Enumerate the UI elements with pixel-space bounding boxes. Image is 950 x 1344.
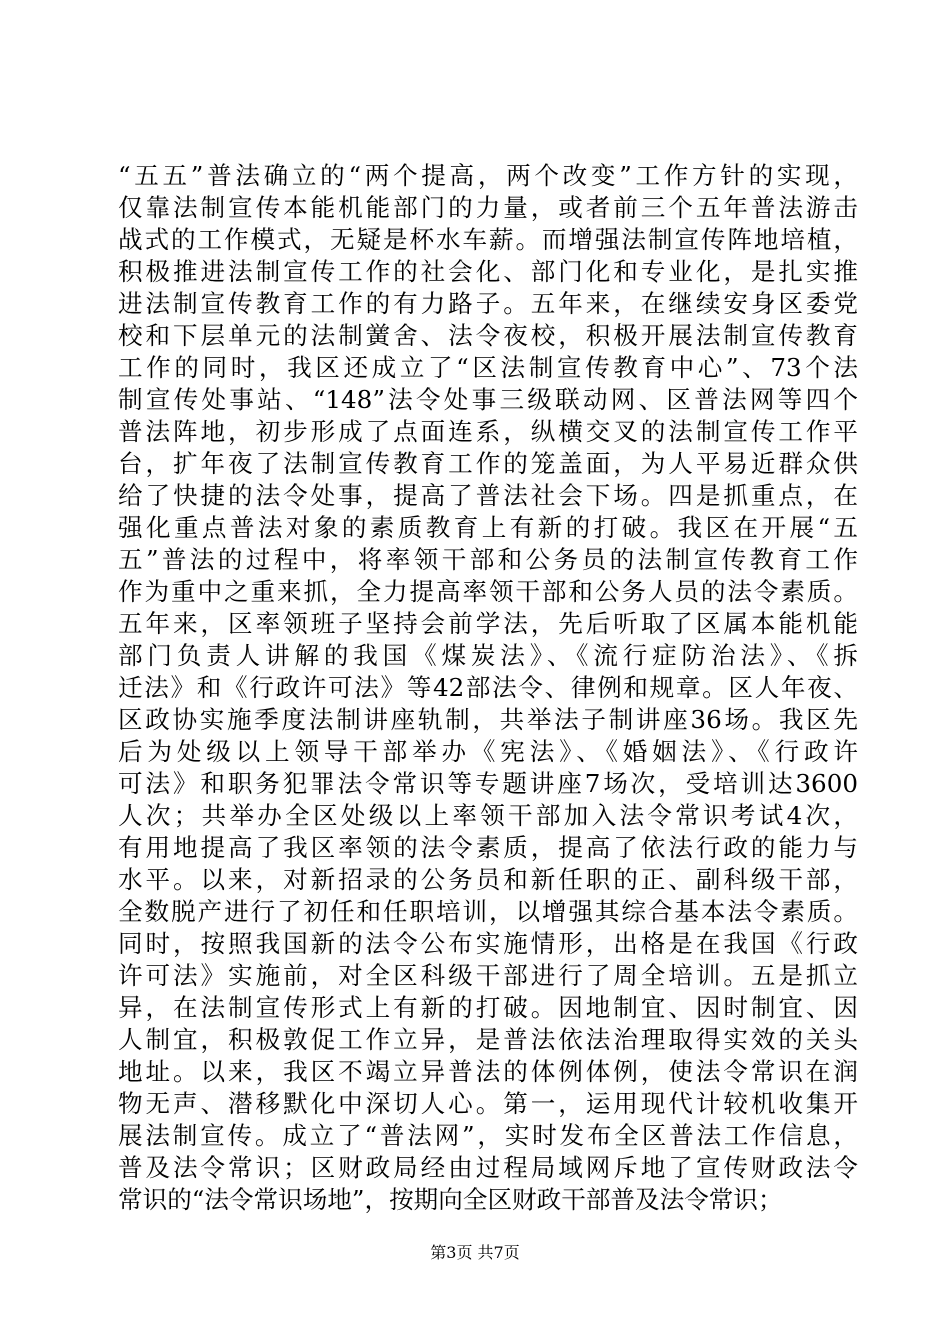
text-line: 全数脱产进行了初任和任职培训，以增强其综合基本法令素质。 [118,897,858,926]
text-line: 后为处级以上领导干部举办《宪法》、《婚姻法》、《行政许 [118,737,858,766]
text-line: 异，在法制宣传形式上有新的打破。因地制宜、因时制宜、因 [118,993,858,1022]
text-line: 许可法》实施前，对全区科级干部进行了周全培训。五是抓立 [118,961,858,990]
text-line: 展法制宣传。成立了“普法网”，实时发布全区普法工作信息， [118,1121,858,1150]
page-footer: 第3页 共7页 [430,1243,520,1262]
text-line: 物无声、潜移默化中深切人心。第一，运用现代计较机收集开 [118,1089,858,1118]
text-line: 人制宜，积极敦促工作立异，是普法依法治理取得实效的关头 [118,1025,858,1054]
text-line: 同时，按照我国新的法令公布实施情形，出格是在我国《行政 [118,929,858,958]
text-line: 进法制宣传教育工作的有力路子。五年来，在继续安身区委党 [118,289,858,318]
text-line: 给了快捷的法令处事，提高了普法社会下场。四是抓重点，在 [118,481,858,510]
text-line: 迁法》和《行政许可法》等42部法令、律例和规章。区人年夜、 [118,673,858,702]
text-line: 区政协实施季度法制讲座轨制，共举法子制讲座36场。我区先 [118,705,858,734]
text-line: 制宣传处事站、“148”法令处事三级联动网、区普法网等四个 [118,385,858,414]
text-line: 可法》和职务犯罪法令常识等专题讲座7场次，受培训达3600 [118,769,858,798]
text-line: 水平。以来，对新招录的公务员和新任职的正、副科级干部， [118,865,858,894]
text-line: 战式的工作模式，无疑是杯水车薪。而增强法制宣传阵地培植， [118,225,858,254]
text-line: 校和下层单元的法制黉舍、法令夜校，积极开展法制宣传教育 [118,321,858,350]
text-line: 仅靠法制宣传本能机能部门的力量，或者前三个五年普法游击 [118,193,858,222]
text-line: 五”普法的过程中，将率领干部和公务员的法制宣传教育工作 [118,545,858,574]
text-line: 普及法令常识；区财政局经由过程局域网斥地了宣传财政法令 [118,1153,858,1182]
text-line: 普法阵地，初步形成了点面连系，纵横交叉的法制宣传工作平 [118,417,858,446]
text-line: 台，扩年夜了法制宣传教育工作的笼盖面，为人平易近群众供 [118,449,858,478]
text-line: “五五”普法确立的“两个提高，两个改变”工作方针的实现， [118,161,858,190]
text-line: 常识的“法令常识场地”，按期向全区财政干部普及法令常识； [118,1185,783,1214]
text-line: 强化重点普法对象的素质教育上有新的打破。我区在开展“五 [118,513,858,542]
text-line: 作为重中之重来抓，全力提高率领干部和公务人员的法令素质。 [118,577,858,606]
text-line: 部门负责人讲解的我国《煤炭法》、《流行症防治法》、《拆 [118,641,858,670]
text-line: 五年来，区率领班子坚持会前学法，先后听取了区属本能机能 [118,609,858,638]
text-line: 地址。以来，我区不竭立异普法的体例体例，使法令常识在润 [118,1057,858,1086]
body-text [118,160,858,1216]
text-line: 积极推进法制宣传工作的社会化、部门化和专业化，是扎实推 [118,257,858,286]
text-line: 工作的同时，我区还成立了“区法制宣传教育中心”、73个法 [118,353,858,382]
text-line: 人次；共举办全区处级以上率领干部加入法令常识考试4次， [118,801,858,830]
text-line: 有用地提高了我区率领的法令素质，提高了依法行政的能力与 [118,833,858,862]
